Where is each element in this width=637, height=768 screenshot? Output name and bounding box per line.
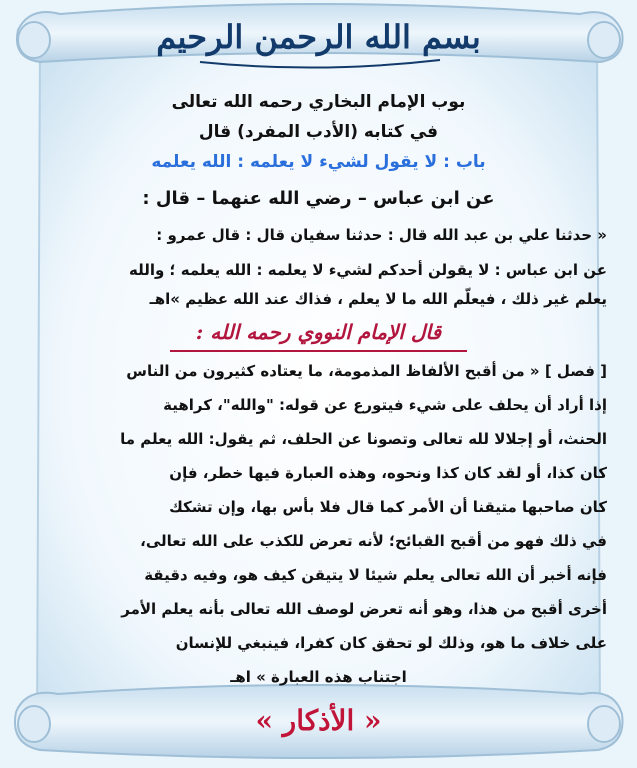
- intro-line-1: بوب الإمام البخاري رحمه الله تعالى: [171, 92, 466, 112]
- basmala-calligraphy: بسم الله الرحمن الرحيم: [156, 18, 481, 56]
- nawawi-heading: قال الإمام النووي رحمه الله :: [195, 320, 442, 344]
- nawawi-line: كان كذا، أو لقد كان كذا ونحوه، وهذه العبارة فيها خطر، فإن: [169, 464, 607, 482]
- nawawi-line: اجتناب هذه العبارة » اهـ: [230, 668, 407, 686]
- hadith-narrator: عن ابن عباس – رضي الله عنهما – قال :: [142, 188, 495, 209]
- source-footer: « الأذكار »: [255, 704, 382, 737]
- nawawi-line: كان صاحبها متيقنا أن الأمر كما قال فلا بأس بها، وإن تشكك: [169, 498, 607, 516]
- heading-underline: [170, 350, 467, 352]
- intro-line-2: في كتابه (الأدب المفرد) قال: [198, 122, 439, 142]
- hadith-line-3: يعلم غير ذلك ، فيعلّم الله ما لا يعلم ، فذاك عند الله عظيم »اهـ: [149, 290, 607, 308]
- nawawi-line: أخرى أقبح من هذا، وهو أنه تعرض لوصف الله تعالى بأنه يعلم الأمر: [121, 600, 607, 618]
- nawawi-line: في ذلك فهو من أقبح القبائح؛ لأنه تعرض للكذب على الله تعالى،: [140, 532, 607, 550]
- nawawi-line: الحنث، أو إجلالا لله تعالى وتصونا عن الحلف، ثم يقول: الله يعلم ما: [120, 430, 607, 448]
- nawawi-line: على خلاف ما هو، وذلك لو تحقق كان كفرا، فينبغي للإنسان: [175, 634, 607, 652]
- nawawi-line: فإنه أخبر أن الله تعالى يعلم شيئا لا يتيقن كيف هو، وفيه دقيقة: [144, 566, 607, 584]
- hadith-line-2: عن ابن عباس : لا يقولن أحدكم لشيء لا يعلمه : الله يعلمه ؛ والله: [128, 261, 607, 279]
- hadith-line-1: « حدثنا علي بن عبد الله قال : حدثنا سفيان قال : قال عمرو :: [156, 226, 607, 244]
- chapter-title: باب : لا يقول لشيء لا يعلمه : الله يعلمه: [151, 152, 486, 172]
- document-content: [30, 0, 607, 768]
- nawawi-line: إذا أراد أن يحلف على شيء فيتورع عن قوله: "والله"، كراهية: [163, 396, 607, 414]
- nawawi-line: [ فصل ] « من أقبح الألفاظ المذمومة، ما يعتاده كثيرون من الناس: [126, 362, 607, 380]
